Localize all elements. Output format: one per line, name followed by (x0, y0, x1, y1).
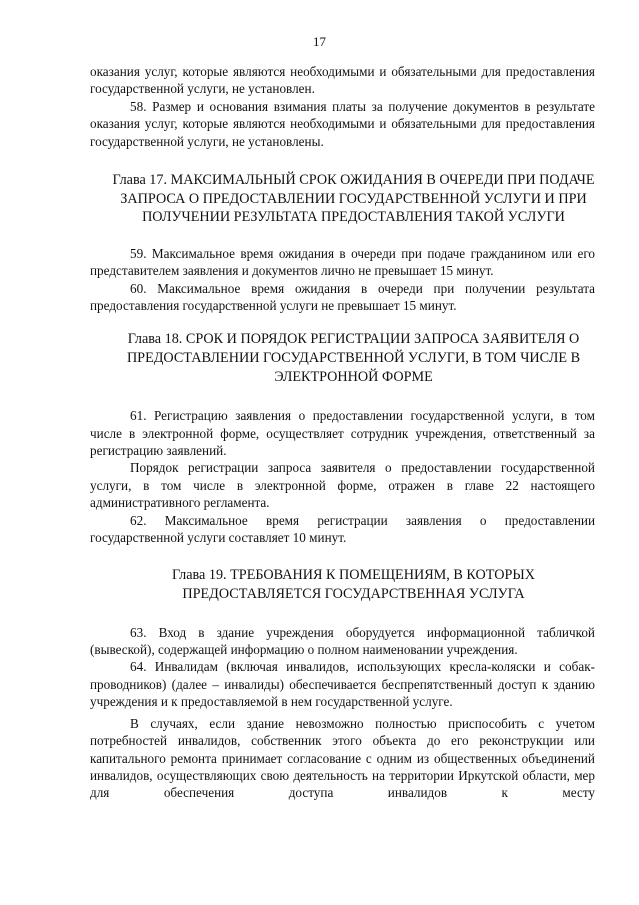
document-body (90, 63, 595, 802)
paragraph-60: 60. Максимальное время ожидания в очереди при получении результата предоставления государственной услуги не превышает 15 минут. (90, 280, 595, 314)
chapter-19-title: Глава 19. ТРЕБОВАНИЯ К ПОМЕЩЕНИЯМ, В КОТОРЫХ ПРЕДОСТАВЛЯЕТСЯ ГОСУДАРСТВЕННАЯ УСЛУГА (171, 567, 535, 603)
paragraph-61-order: Порядок регистрации запроса заявителя о предоставлении государственной услуги, в том числе в электронной форме, отражен в главе 22 настоящего административного регламента. (90, 460, 595, 511)
paragraph-64: 64. Инвалидам (включая инвалидов, использующих кресла-коляски и собак-проводников) (далее – инвалиды) обеспечивается беспрепятственный доступ к зданию учреждения и к предоставляемой в нем государственной услуге. (90, 659, 595, 710)
paragraph-continuation: оказания услуг, которые являются необходимыми и обязательными для предоставления государственной услуги, не установлен. (90, 64, 595, 97)
paragraph-58: 58. Размер и основания взимания платы за получение документов в результате оказания услуг, которые являются необходимыми и обязательными для предоставления государственной услуги, не установлены. (90, 98, 595, 149)
paragraph-63: 63. Вход в здание учреждения оборудуется информационной табличкой (вывеской), содержащей информацию о полном наименовании учреждения. (90, 624, 595, 658)
paragraph-64-cases: В случаях, если здание невозможно полностью приспособить с учетом потребностей инвалидов, собственник этого объекта до его реконструкции или капитального ремонта принимает согласование с одним из общественных объединений инвалидов, осуществляющих свою деятельность на территории Иркутской области, мер для обеспечения доступа инвалидов к месту (90, 715, 595, 801)
chapter-17-title: Глава 17. МАКСИМАЛЬНЫЙ СРОК ОЖИДАНИЯ В ОЧЕРЕДИ ПРИ ПОДАЧЕ ЗАПРОСА О ПРЕДОСТАВЛЕНИИ ГОСУДАРСТВЕННОЙ УСЛУГИ И ПРИ ПОЛУЧЕНИИ РЕЗУЛЬТАТА ПРЕДОСТАВЛЕНИЯ ТАКОЙ УСЛУГИ (112, 172, 595, 226)
page-number: 17 (313, 34, 326, 49)
paragraph-59: 59. Максимальное время ожидания в очереди при подаче гражданином или его представителем заявления и документов лично не превышает 15 минут. (90, 245, 595, 279)
paragraph-61: 61. Регистрацию заявления о предоставлении государственной услуги, в том числе в электронной форме, осуществляет сотрудник учреждения, ответственный за регистрацию заявлений. (90, 408, 595, 459)
paragraph-62: 62. Максимальное время регистрации заявления о предоставлении государственной услуги составляет 10 минут. (90, 512, 595, 546)
chapter-18-title: Глава 18. СРОК И ПОРЯДОК РЕГИСТРАЦИИ ЗАПРОСА ЗАЯВИТЕЛЯ О ПРЕДОСТАВЛЕНИИ ГОСУДАРСТВЕННОЙ УСЛУГИ, В ТОМ ЧИСЛЕ В ЭЛЕКТРОННОЙ ФОРМЕ (126, 331, 581, 385)
